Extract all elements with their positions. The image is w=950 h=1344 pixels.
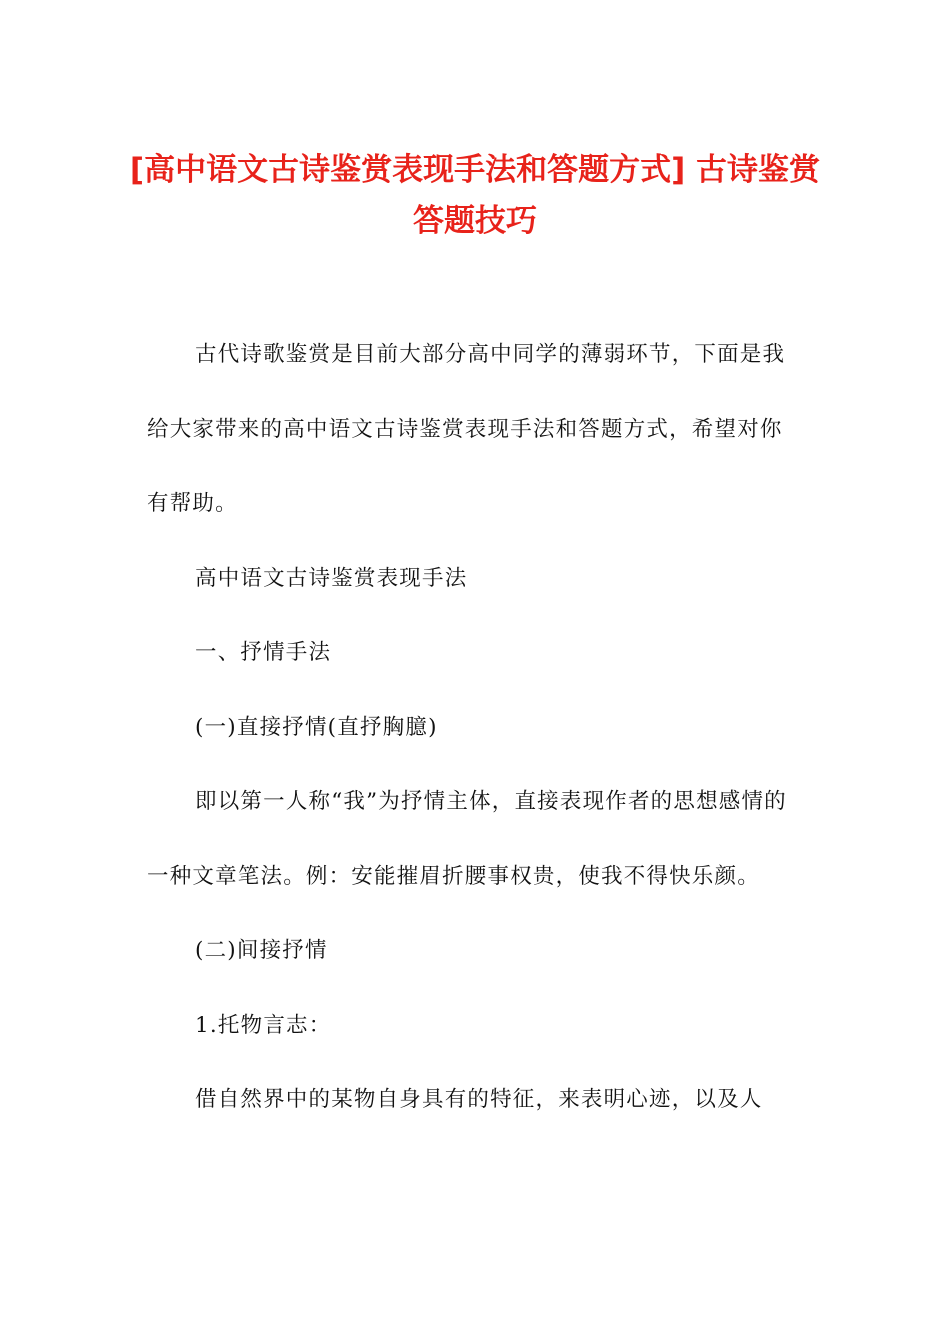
document-body <box>147 318 797 1138</box>
direct-lyric-paragraph: 即以第一人称“我”为抒情主体，直接表现作者的思想感情的一种文章笔法。例：安能摧眉折腰事权贵，使我不得快乐颜。 <box>147 789 787 889</box>
subsection-heading: 一、抒情手法 <box>195 640 332 665</box>
subheading-direct-lyric: (一)直接抒情(直抒胸臆) <box>195 714 438 740</box>
list-item-heading: 1.托物言志： <box>195 1012 332 1038</box>
list-item-paragraph: 借自然界中的某物自身具有的特征，来表明心迹，以及人 <box>195 1087 763 1112</box>
section-heading: 高中语文古诗鉴赏表现手法 <box>195 565 468 591</box>
intro-paragraph: 古代诗歌鉴赏是目前大部分高中同学的薄弱环节，下面是我给大家带来的高中语文古诗鉴赏表现手法和答题方式，希望对你有帮助。 <box>147 342 786 516</box>
document-title: [高中语文古诗鉴赏表现手法和答题方式] 古诗鉴赏答题技巧 <box>129 152 821 239</box>
subheading-indirect-lyric: (二)间接抒情 <box>195 938 328 963</box>
